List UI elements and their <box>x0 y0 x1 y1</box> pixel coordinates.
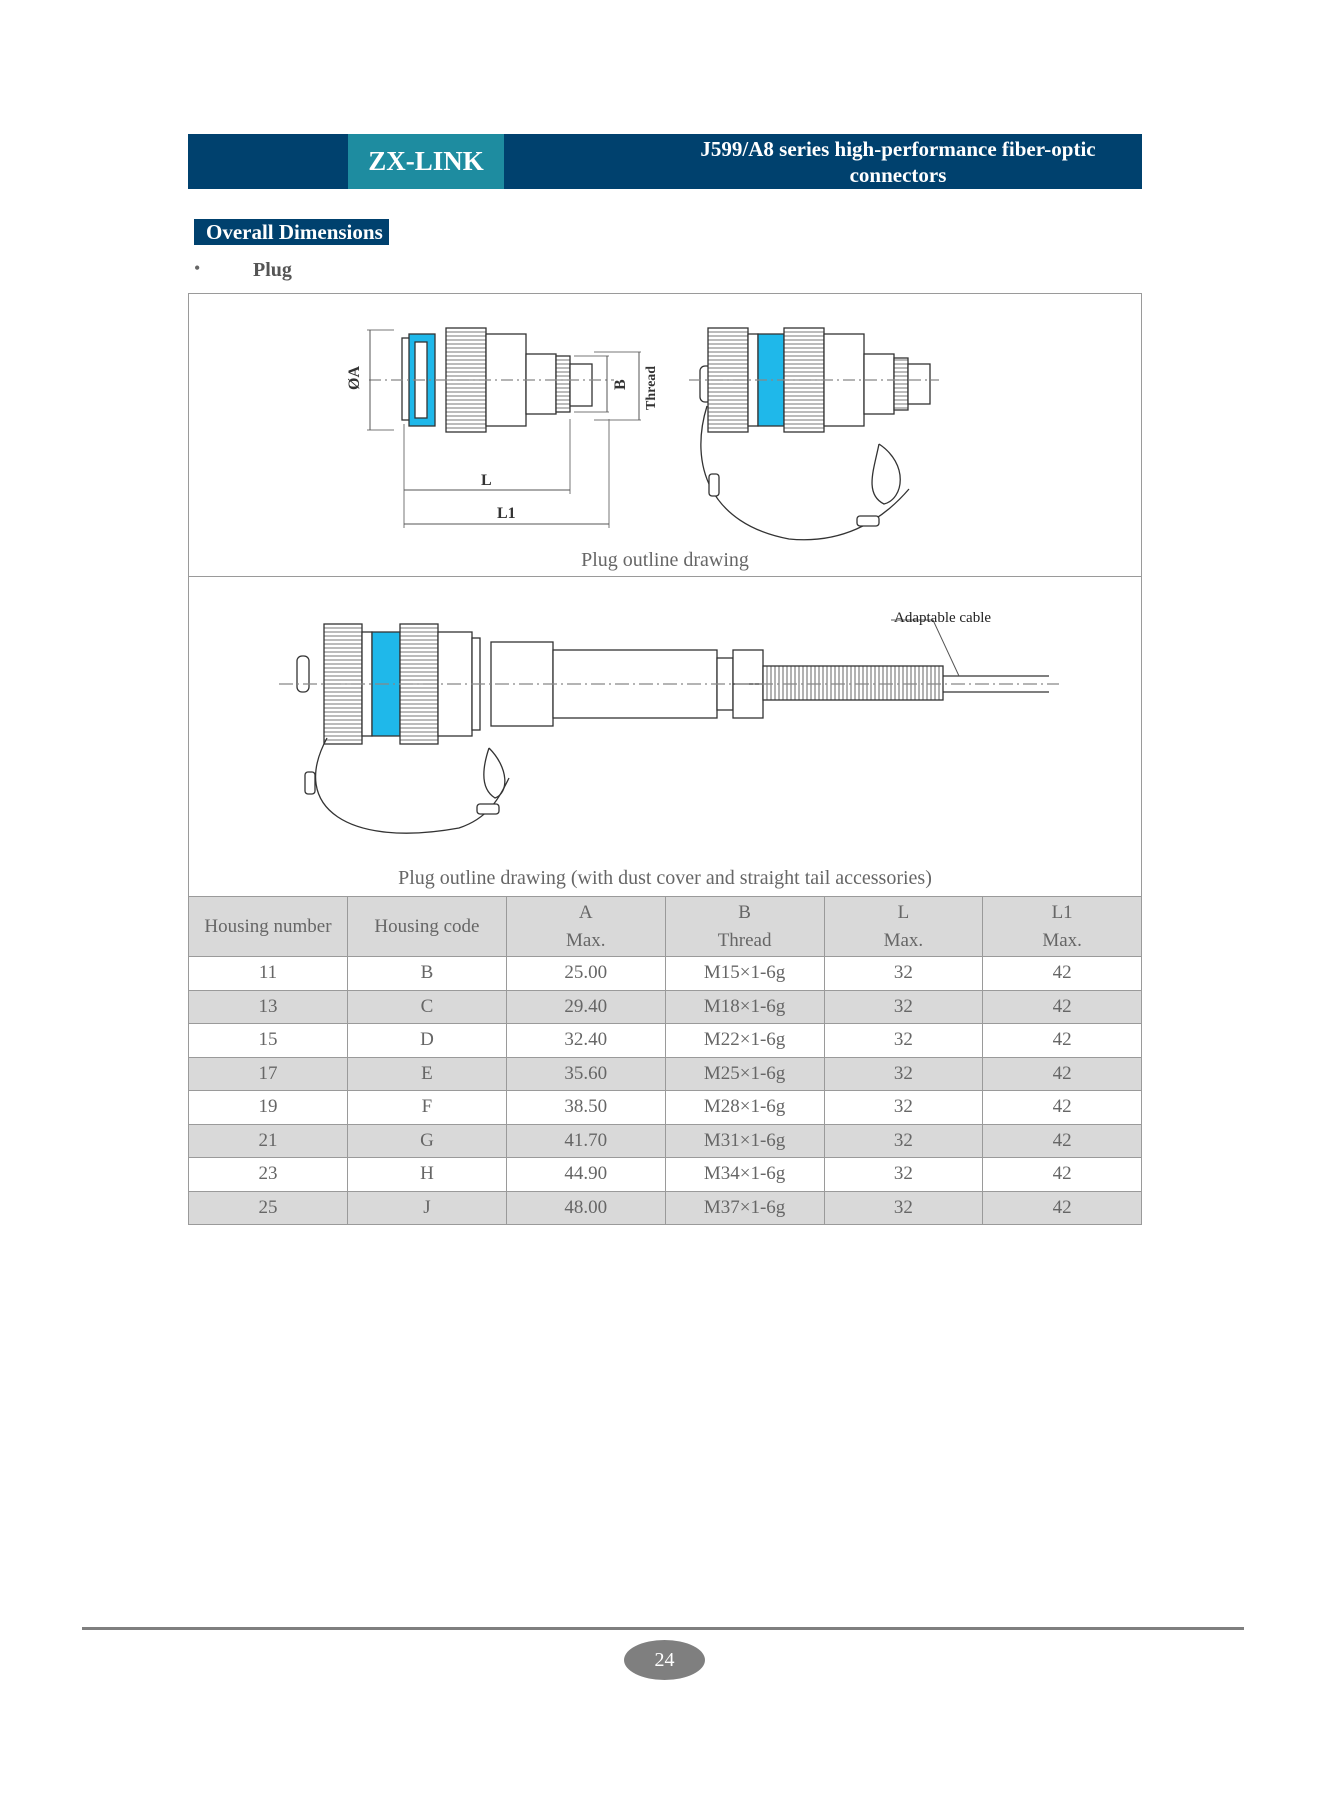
table-cell: G <box>347 1124 506 1158</box>
table-cell: M22×1-6g <box>665 1024 824 1058</box>
bullet-icon: • <box>194 258 201 278</box>
table-cell: M18×1-6g <box>665 990 824 1024</box>
table-cell: 32 <box>824 990 983 1024</box>
table-row <box>189 990 1142 1024</box>
column-header <box>506 897 665 957</box>
brand-logo: ZX-LINK <box>348 134 504 189</box>
table-cell: 32 <box>824 1191 983 1225</box>
table-cell: J <box>347 1191 506 1225</box>
column-header-line2: Max. <box>565 929 606 951</box>
column-header-line1: B <box>738 901 751 923</box>
plug-with-accessories-drawing <box>189 578 1141 864</box>
table-cell: M34×1-6g <box>665 1158 824 1192</box>
table-cell: 42 <box>983 1091 1142 1125</box>
table-cell: M15×1-6g <box>665 957 824 991</box>
column-header-line1: L <box>897 901 910 923</box>
table-cell: F <box>347 1091 506 1125</box>
drawing-caption-top: Plug outline drawing <box>581 549 749 571</box>
table-cell: C <box>347 990 506 1024</box>
table-cell: 48.00 <box>506 1191 665 1225</box>
table-row <box>189 957 1142 991</box>
table-cell: M37×1-6g <box>665 1191 824 1225</box>
table-cell: 17 <box>189 1057 348 1091</box>
table-cell: 42 <box>983 1057 1142 1091</box>
drawing-caption-bottom: Plug outline drawing (with dust cover and straight tail accessories) <box>398 867 932 889</box>
table-cell: 42 <box>983 957 1142 991</box>
column-header-line1: A <box>578 901 593 923</box>
table-cell: 21 <box>189 1124 348 1158</box>
table-cell: 32 <box>824 1158 983 1192</box>
table-cell: H <box>347 1158 506 1192</box>
column-header-line2: Max. <box>1042 929 1082 951</box>
table-row <box>189 1191 1142 1225</box>
table-cell: M28×1-6g <box>665 1091 824 1125</box>
table-body <box>189 957 1142 1225</box>
table-cell: B <box>347 957 506 991</box>
table-cell: 42 <box>983 1158 1142 1192</box>
table-cell: 42 <box>983 990 1142 1024</box>
plug-outline-drawing <box>189 294 1141 576</box>
table-cell: 32 <box>824 1057 983 1091</box>
table-cell: 42 <box>983 1024 1142 1058</box>
table-header-row <box>189 897 1142 957</box>
table-cell: 32.40 <box>506 1024 665 1058</box>
table-cell: 32 <box>824 1024 983 1058</box>
dim-label-l1: L1 <box>497 505 516 522</box>
table-cell: 23 <box>189 1158 348 1192</box>
table-cell: 15 <box>189 1024 348 1058</box>
table-row <box>189 1158 1142 1192</box>
table-cell: 32 <box>824 1124 983 1158</box>
dimension-table <box>188 896 1142 1225</box>
drawing-divider <box>189 576 1141 577</box>
column-header-line1: Housing code <box>374 915 480 937</box>
table-row <box>189 1124 1142 1158</box>
bullet-label: Plug <box>253 259 292 281</box>
header-band <box>188 134 1142 189</box>
column-header <box>347 897 506 957</box>
table-row <box>189 1057 1142 1091</box>
footer-rule <box>82 1627 1244 1630</box>
column-header <box>189 897 348 957</box>
table-cell: 38.50 <box>506 1091 665 1125</box>
dim-label-l: L <box>481 472 492 489</box>
table-row <box>189 1091 1142 1125</box>
dim-label-b: B <box>612 379 629 390</box>
column-header <box>665 897 824 957</box>
table-cell: 44.90 <box>506 1158 665 1192</box>
table-cell: M31×1-6g <box>665 1124 824 1158</box>
table-row <box>189 1024 1142 1058</box>
table-cell: M25×1-6g <box>665 1057 824 1091</box>
table-cell: 32 <box>824 1091 983 1125</box>
dim-label-a: ØA <box>346 366 363 390</box>
column-header-line2: Max. <box>883 929 924 951</box>
table-cell: 32 <box>824 957 983 991</box>
document-title: J599/A8 series high-performance fiber-optic connectors <box>700 136 1096 187</box>
table-cell: 25 <box>189 1191 348 1225</box>
table-cell: 19 <box>189 1091 348 1125</box>
table-cell: D <box>347 1024 506 1058</box>
table-cell: 41.70 <box>506 1124 665 1158</box>
column-header-line1: L1 <box>1051 901 1073 923</box>
table-cell: 25.00 <box>506 957 665 991</box>
column-header-line1: Housing number <box>204 915 332 937</box>
table-cell: 35.60 <box>506 1057 665 1091</box>
table-cell: 29.40 <box>506 990 665 1024</box>
table-cell: 11 <box>189 957 348 991</box>
drawing-frame <box>188 293 1142 898</box>
column-header <box>983 897 1142 957</box>
dim-label-thread: Thread <box>644 365 659 410</box>
table-cell: E <box>347 1057 506 1091</box>
table-cell: 42 <box>983 1191 1142 1225</box>
table-cell: 13 <box>189 990 348 1024</box>
table-cell: 42 <box>983 1124 1142 1158</box>
cable-label: Adaptable cable <box>894 610 992 626</box>
page-number: 24 <box>624 1640 705 1680</box>
column-header <box>824 897 983 957</box>
column-header-line2: Thread <box>717 929 772 951</box>
section-title: Overall Dimensions <box>194 219 389 245</box>
